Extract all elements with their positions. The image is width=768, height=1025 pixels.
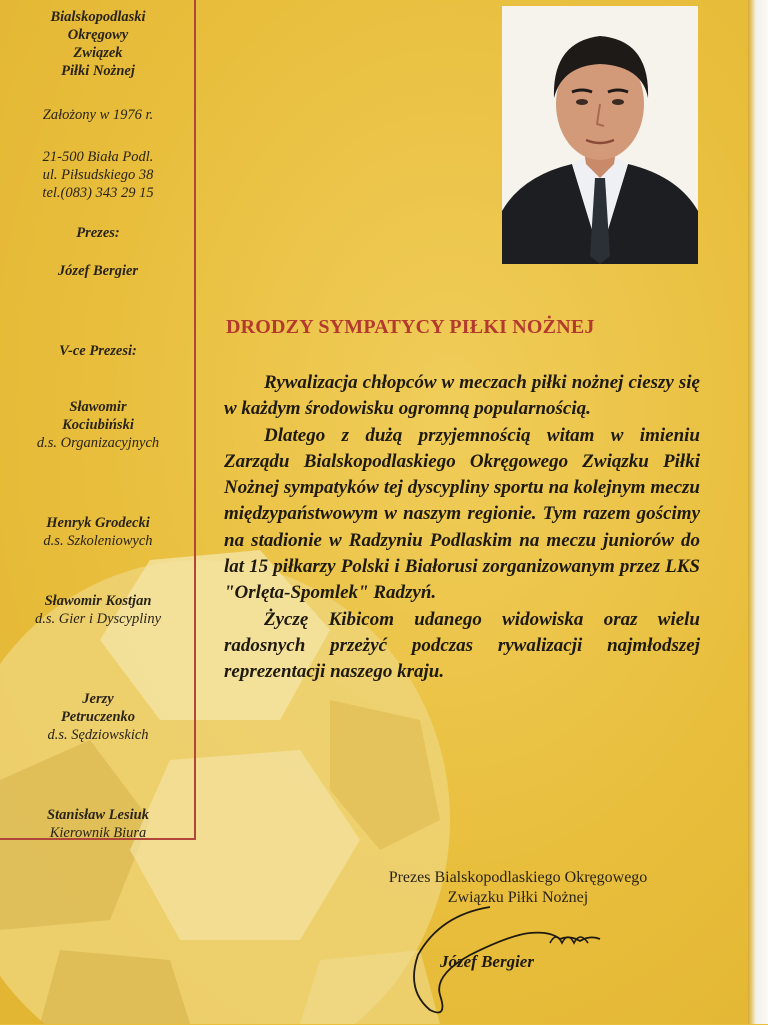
org-line: Okręgowy <box>67 27 129 43</box>
vice-president-name: Petruczenko <box>60 709 136 725</box>
address-line: 21-500 Biała Podl. <box>42 149 154 165</box>
vice-president-role: d.s. Gier i Dyscypliny <box>34 611 162 627</box>
page-title: DRODZY SYMPATYCY PIŁKI NOŻNEJ <box>226 316 595 338</box>
sidebar-board-list <box>0 0 196 840</box>
org-line: Bialskopodlaski <box>50 9 146 25</box>
vice-president-entry <box>0 398 196 452</box>
org-line: Związek <box>73 45 123 61</box>
president-title: Prezes: <box>76 225 120 241</box>
vice-president-entry <box>0 592 196 628</box>
vice-presidents-title: V-ce Prezesi: <box>59 343 137 359</box>
vice-president-name: Jerzy <box>82 691 114 707</box>
founded-date: Założony w 1976 r. <box>42 107 154 123</box>
signature-title-line: Prezes Bialskopodlaskiego Okręgowego <box>388 869 648 886</box>
organization-name <box>0 8 196 80</box>
signature-title-line: Związku Piłki Nożnej <box>447 889 589 906</box>
office-manager-entry <box>0 806 196 842</box>
vice-president-role: d.s. Szkoleniowych <box>43 533 153 549</box>
vice-president-role: d.s. Sędziowskich <box>47 727 149 743</box>
president-name: Józef Bergier <box>57 263 139 279</box>
vice-president-role: d.s. Organizacyjnych <box>36 435 160 451</box>
org-line: Piłki Nożnej <box>61 63 135 79</box>
page-edge <box>748 0 768 1024</box>
letter-body <box>224 370 700 686</box>
vice-president-name: Sławomir <box>69 399 127 415</box>
president-portrait-photo <box>502 6 698 264</box>
letter-paragraph: Życzę Kibicom udanego widowiska oraz wielu radosnych przeżyć podczas rywalizacji najmłodszej reprezentacji naszego kraju. <box>224 608 700 683</box>
portrait-illustration <box>502 6 698 264</box>
vice-president-entry <box>0 514 196 550</box>
phone-number: tel.(083) 343 29 15 <box>42 185 154 201</box>
vice-president-name: Sławomir Kostjan <box>44 593 152 609</box>
address-line: ul. Piłsudskiego 38 <box>42 167 154 183</box>
office-manager-role: Kierownik Biura <box>49 825 147 841</box>
letter-paragraph: Rywalizacja chłopców w meczach piłki nożnej cieszy się w każdym środowisku ogromną popularnością. <box>224 372 700 420</box>
vice-president-name: Kociubiński <box>62 417 134 433</box>
letter-paragraph: Dlatego z dużą przyjemnością witam w imieniu Zarządu Bialskopodlaskiego Okręgowego Związku Piłki Nożnej sympatyków tej dyscypliny sportu na kolejnym meczu międzypaństwowym w naszym regionie. Tym razem gościmy na stadionie w Radzyniu Podlaskim na meczu juniorów do lat 15 piłkarzy Polski i Białorusi zorganizowanym przez LKS "Orlęta-Spomlek" Radzyń. <box>224 424 700 604</box>
signature-name: Józef Bergier <box>440 952 534 971</box>
vice-president-entry <box>0 690 196 744</box>
vice-president-name: Henryk Grodecki <box>46 515 150 531</box>
address <box>0 148 196 202</box>
office-manager-name: Stanisław Lesiuk <box>47 807 149 823</box>
